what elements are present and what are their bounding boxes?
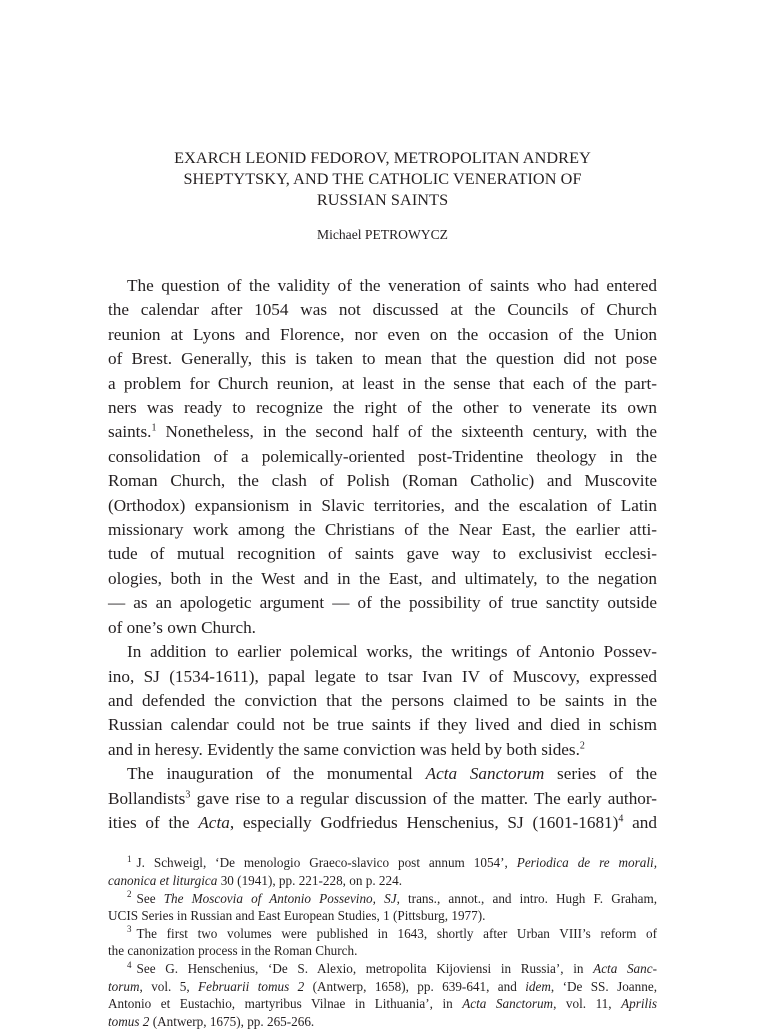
footnote-italic: Acta Sanctorum (462, 996, 554, 1012)
footnote-text: Antonio et Eustachio, martyribus Vilnae in Lithuania’, in (108, 996, 463, 1012)
footnote-italic: Periodica de re morali, (516, 855, 657, 871)
body-line-with-note (108, 787, 657, 811)
body-line: missionary work among the Christians of the Near East, the earlier atti- (108, 520, 657, 540)
body-text: , especially Godfriedus Henschenius, SJ (1601-1681) (229, 812, 619, 832)
footnote-1 (108, 854, 657, 889)
body-text: Nonetheless, in the second half of the sixteenth century, with the (156, 422, 657, 442)
title-line-1: EXARCH LEONID FEDOROV, METROPOLITAN ANDREY (174, 149, 591, 167)
footnote-ref-2: 2 (579, 739, 585, 751)
body-line: ologies, both in the West and in the East, and ultimately, to the negation (108, 568, 657, 588)
footnote-line: the canonization process in the Roman Church. (108, 943, 358, 959)
body-line-with-note (108, 811, 657, 835)
body-text: saints. (108, 422, 152, 442)
footnote-italic: canonica et liturgica (108, 872, 218, 888)
paragraph-2 (108, 640, 657, 762)
body-line: Roman Church, the clash of Polish (Roman Catholic) and Muscovite (108, 471, 657, 491)
title-line-2: SHEPTYTSKY, AND THE CATHOLIC VENERATION OF (183, 170, 582, 188)
footnote-italic: The Moscovia of Antonio Possevino, SJ (163, 890, 397, 906)
title-line-3: RUSSIAN SAINTS (316, 191, 449, 209)
body-line: of one’s own Church. (108, 617, 256, 637)
footnote-italic: Aprilis (621, 996, 657, 1012)
footnote-number: 3 (127, 924, 132, 935)
paragraph-1 (108, 274, 657, 640)
footnote-text: See G. Henschenius, ‘De S. Alexio, metropolita Kijoviensi in Russia’, in (136, 960, 594, 976)
body-text: Bollandists (108, 788, 186, 808)
footnote-text: See (136, 890, 164, 906)
footnote-text: , ‘De SS. Joanne, (550, 978, 657, 994)
body-line: — as an apologetic argument — of the possibility of true sanctity outside (108, 593, 657, 613)
footnote-italic: tomus 2 (108, 1013, 150, 1029)
body-line: The question of the validity of the veneration of saints who had entered (127, 276, 657, 295)
footnote-4 (108, 960, 657, 1030)
body-text: ities of the (108, 812, 199, 832)
footnote-line (108, 890, 657, 908)
body-line: a problem for Church reunion, at least in the sense that each of the part- (108, 373, 657, 393)
footnote-line (108, 978, 657, 996)
footnote-italic: idem (525, 978, 551, 994)
footnote-text: , trans., annot., and intro. Hugh F. Graham, (396, 890, 658, 906)
footnote-line (108, 872, 657, 890)
footnote-text: 30 (1941), pp. 221-228, on p. 224. (217, 872, 403, 888)
italic-title: Acta Sanctorum (425, 764, 545, 784)
footnote-ref-3: 3 (185, 788, 191, 800)
article-title (108, 148, 657, 211)
page (108, 148, 657, 1030)
body-line: tude of mutual recognition of saints gave way to exclusivist ecclesi- (108, 544, 657, 564)
footnote-number: 4 (127, 959, 132, 970)
body-text: The inauguration of the monumental (127, 764, 426, 784)
body-line: (Orthodox) expansionism in Slavic territories, and the escalation of Latin (108, 495, 657, 515)
footnote-number: 2 (127, 889, 132, 900)
body-line: of Brest. Generally, this is taken to mean that the question did not pose (108, 349, 657, 369)
footnote-ref-1: 1 (151, 422, 157, 434)
body-line: the calendar after 1054 was not discussed at the Councils of Church (108, 300, 657, 320)
body-line-with-note (108, 420, 657, 444)
footnote-line: UCIS Series in Russian and East European Studies, 1 (Pittsburg, 1977). (108, 908, 486, 924)
body-line: In addition to earlier polemical works, the writings of Antonio Possev- (127, 642, 657, 662)
body-line: and defended the conviction that the persons claimed to be saints in the (108, 690, 657, 710)
body-line-with-note (108, 738, 657, 762)
footnote-text: , vol. 11, (553, 996, 622, 1012)
footnote-text: The first two volumes were published in 1643, shortly after Urban VIII’s reform of (136, 925, 657, 941)
footnote-text: J. Schweigl, ‘De menologio Graeco-slavico post annum 1054’, (136, 855, 517, 871)
author-name: Michael PETROWYCZ (316, 227, 448, 242)
body-line: reunion at Lyons and Florence, nor even on the occasion of the Union (108, 324, 657, 344)
body-line: Russian calendar could not be true saints if they lived and died in schism (108, 715, 657, 735)
paragraph-3 (108, 762, 657, 835)
footnote-3 (108, 925, 657, 960)
footnote-italic: torum (108, 978, 140, 994)
body-text: series of the (544, 764, 657, 784)
footnote-line (108, 995, 657, 1013)
footnote-text: (Antwerp, 1675), pp. 265-266. (149, 1013, 315, 1029)
body-line (108, 762, 657, 786)
footnote-text: , vol. 5, (139, 978, 199, 994)
body-line: ners was ready to recognize the right of the other to venerate its own (108, 398, 657, 418)
footnote-ref-4: 4 (618, 813, 624, 825)
body-line: ino, SJ (1534-1611), papal legate to tsar Ivan IV of Muscovy, expressed (108, 666, 657, 686)
footnote-2 (108, 890, 657, 925)
body-text: gave rise to a regular discussion of the matter. The early author- (190, 788, 657, 808)
body-text: and (623, 812, 657, 832)
body-line: consolidation of a polemically-oriented post-Tridentine theology in the (108, 446, 657, 466)
article-body (108, 274, 657, 835)
footnote-line (108, 960, 657, 978)
footnote-number: 1 (127, 853, 132, 864)
footnote-line (108, 1013, 657, 1030)
footnotes (108, 854, 657, 1030)
footnote-italic: Februarii tomus 2 (198, 978, 305, 994)
footnote-line (108, 854, 657, 872)
body-text: and in heresy. Evidently the same conviction was held by both sides. (108, 739, 580, 759)
footnote-text: (Antwerp, 1658), pp. 639-641, and (304, 978, 526, 994)
footnote-line (108, 925, 657, 943)
italic-title: Acta (198, 812, 230, 832)
footnote-italic: Acta Sanc- (593, 960, 657, 976)
